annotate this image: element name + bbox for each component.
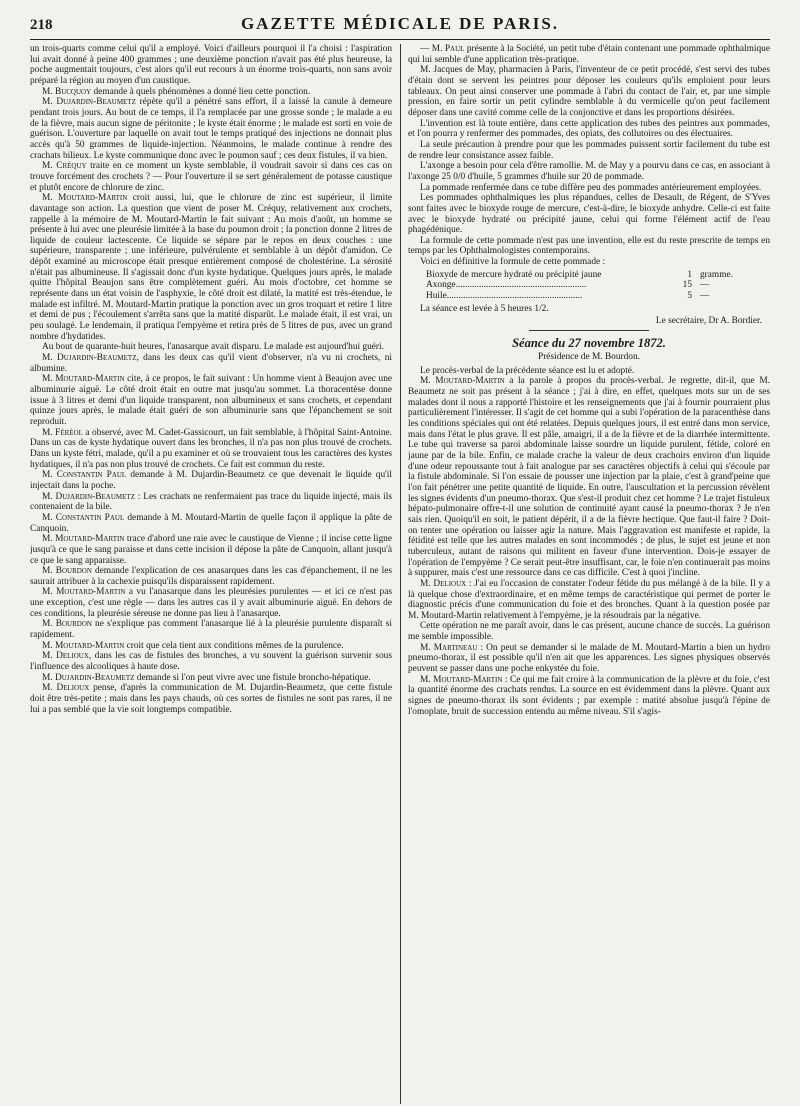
ingredient-unit: — <box>700 280 710 291</box>
speaker-name: M. Moutard-Martin <box>420 674 503 685</box>
paragraph <box>408 183 770 194</box>
speaker-name: M. Moutard-Martin <box>42 587 126 598</box>
speaker-name: M. Delioux <box>420 578 467 589</box>
paragraph <box>30 683 392 715</box>
formula-row <box>426 280 770 291</box>
paragraph <box>30 428 392 471</box>
session-title: Séance du 27 novembre 1872. <box>512 336 666 351</box>
paragraph <box>408 643 770 675</box>
paragraph-text: demande à M. Moutard-Martin de quelle façon il applique la pâte de Canquoin. <box>30 512 392 534</box>
right-column-bottom <box>408 366 770 718</box>
paragraph-text: : Les crachats ne renfermaient pas trace du liquide injecté, mais ils contenaient de la bile. <box>30 491 392 513</box>
paragraph <box>408 236 770 257</box>
column-divider <box>400 44 401 1104</box>
paragraph-text: Le procès-verbal de la précédente séance est lu et adopté. <box>420 365 635 376</box>
ingredient-unit: — <box>700 291 710 302</box>
paragraph-text: : On peut se demander si le malade de M. Moutard-Martin a bien un hydro pneumo-thorax, il est possible qu'il n'en ait que les apparences. Les signes physiques observés peuvent se passer dans une poche enkystée du foie. <box>408 642 770 675</box>
speaker-name: M. Moutard-Martin <box>42 374 125 385</box>
section-rule <box>529 330 649 331</box>
ingredient-quantity: 1 <box>687 269 692 280</box>
paragraph-text: cite, à ce propos, le fait suivant : Un homme vient à Beaujon avec une albuminurie aiguë. Le côté droit était en outre mat jusqu'au sommet. La thoracentèse donne issue à 3 litres et demi d'un liquide transparent, non albumineux et sans crochets, et cependant quinze jours après, le malade était guéri de son albuminurie sans que l'épanchement se soit reproduit. <box>30 374 392 427</box>
paragraph-text: a la parole à propos du procès-verbal. Je regrette, dit-il, que M. Beaumetz ne soit pas présent à la séance ; j'ai à dire, en effet, quelques mots sur un de ses malades dont il nous a rapporté l'histoire et les renseignements que j'ai à fournir pourraient plus particulièrement l'intéresser. Il s'agit de cet homme qui a subi l'opération de la paracenthèse dans les conditions spéciales qui ont été relatées. Depuis quelques jours, il est entré dans mon service, mais dans l'état le plus grave. Il est pâle, amaigri, il a de la fièvre et de la diarrhée intermittente. Le tube qui traverse sa paroi abdominale laisse sourdre un liquide purulent, fétide, coloré en jaune par de la bile. Enfin, ce malade crache la valeur de deux crachoirs environ d'un liquide d'une odeur repoussante tout à fait analogue par ses caractères objectifs à celui qui s'écoule par la fistule abdominale. Si l'on essaie de pousser une injection par la plaie, c'est à grand'peine que l'on fait pénétrer une petite quantité de liquide. En outre, l'auscultation et la percussion révèlent les signes évidents d'un pneumo-thorax. Que s'est-il produit chez cet homme ? Le trajet fistuleux hépato-pulmonaire offre-t-il une solution de continuité ayant causé la pneumo-thorax ? Je n'en sais rien. Quoiqu'il en soit, le patient dépérit, il a de la fièvre hectique. Que faut-il faire ? Doit-on tenter une opération ou laisser agir la nature. Mais l'aggravation est manifeste et rapide, la fétidité est telle que les autres malades en sont incommodés ; de plus, le sujet est jeune et non tuberculeux, autant de raisons qui militent en faveur d'une intervention. Dois-je essayer de l'opération de l'empyème ? Ce serait peut-être insuffisant, car, le foie n'en continuerait pas moins à suppurer, mais c'est une ressource dans ce cas difficile. C'est à quoi j'incline. <box>408 376 770 579</box>
paragraph-text: répète qu'il a pénétré sans effort, il a laissé la canule à demeure pendant trois jours. Au bout de ce temps, il l'a remplacée par une grosse sonde ; le malade a eu de la fièvre, mais aucun signe de péritonite ; le kyste était énorme ; le malade est sorti en voie de guérison. L'ouverture par laquelle on avait tout le temps pratiqué des injections ne donnait plus accès qu'à 50 grammes de liquide-injection. Néanmoins, le malade continue à rendre des crachats bilieux. Le kyste communique donc avec le poumon sauf ; ces deux fistules, il va bien. <box>30 97 392 161</box>
speaker-name: M. Dujardin-Beaumetz <box>42 491 135 502</box>
paragraph <box>30 374 392 427</box>
formula-intro: Voici en définitive la formule de cette pommade : <box>420 257 606 268</box>
speaker-name: M. Féréol <box>42 427 83 438</box>
speaker-name: M. Moutard-Martin <box>42 193 128 204</box>
speaker-name: M. Dujardin-Beaumetz <box>42 672 135 683</box>
paragraph <box>30 97 392 161</box>
paragraph <box>408 621 770 642</box>
paragraph <box>408 376 770 578</box>
speaker-name: M. Bucquoy <box>42 86 92 97</box>
paragraph-text: un trois-quarts comme celui qu'il a employé. Voici d'ailleurs pourquoi il l'a choisi : l'aspiration lui avait donné à peine 400 grammes ; une deuxième ponction n'avait pas été plus heureuse, la poche augmentait toujours, c'est alors qu'il eut recours à un énorme trois-quarts, non sans avoir préparé la région au moyen d'un caustique. <box>30 44 392 86</box>
paragraph <box>30 161 392 193</box>
speaker-name: M. Dujardin-Beaumetz <box>42 97 136 108</box>
speaker-name: M. Dujardin-Beaumetz <box>42 353 137 364</box>
paragraph <box>408 579 770 622</box>
paragraph-text: La formule de cette pommade n'est pas une invention, elle est du reste prescrite de temps en temps par les Ophthalmologistes contemporains. <box>408 235 770 257</box>
paragraph-text: croit que cela tient aux conditions mêmes de la purulence. <box>124 640 344 651</box>
formula-table <box>426 270 770 302</box>
columns <box>30 44 770 1104</box>
paragraph-text: croit aussi, lui, que le chlorure de zinc est supérieur, il limite davantage son action. La question que vient de poser M. Créquy, relativement aux crochets, rappelle à la mémoire de M. Moutard-Martin le fait suivant : Au mois d'août, un homme se présente à lui avec une pleurésie limitée à la base du poumon droit ; la ponction donne 2 litres de liquide de couleur lactescente. Ce liquide se sépare par le repos en deux couches : une supérieure, transparente ; une inférieure, pulvérulente et semblable à un dépôt d'amidon. Ce dépôt examiné au microscope était presque entièrement composé de cholestérine. La sérosité n'était pas albumineuse. Il s'agissait donc d'un kyste hydatique. Quelques jours après, le malade quitte l'hôpital Beaujon sans être complètement guéri. Au mois d'octobre, cet homme se représente dans un état voisin de l'asphyxie, le côté droit est dilaté, la matité est très-étendue, le malade est infiltré. M. Moutard-Martin pratique la ponction avec un gros troquart et retire 1 litre et demi de pus ; l'écoulement s'arrêta sans que la matité disparût. Le malade était, il est vrai, un peu soulagé. Le lendemain, il pratiqua l'empyème et retira près de 5 litres de pus, avec un grand nombre d'hydatides. <box>30 193 392 342</box>
paragraph-text: pense, d'après la communication de M. Dujardin-Beaumetz, que cette fistule doit être très-petite ; mais dans les pays chauds, où ces sortes de fistules ne sont pas rares, il ne lui a pas semblé que la vie soit longtemps compatible. <box>30 683 392 715</box>
paragraph <box>30 619 392 640</box>
paragraph-text: demande à quels phénomènes a donné lieu cette ponction. <box>91 86 311 97</box>
paragraph-text: L'axonge a besoin pour cela d'être ramollie. M. de May y a pourvu dans ce cas, en associant à l'axonge 25 0/0 d'huile, 5 grammes d'huile sur 20 de pommade. <box>408 161 770 182</box>
paragraph-text: L'invention est là toute entière, dans cette application des tubes des peintres aux pommades, et l'on pourra y renfermer des pommades, des opiats, des collutoires ou des électuaires. <box>408 118 770 140</box>
paragraph-text: : Ce qui me fait croire à la communication de la plèvre et du foie, c'est la quantité énorme des crachats rendus. La source en est évidemment dans la plèvre. Quant aux signes de pneumo-thorax ils sont évidents ; par exemple : matité absolue jusqu'à l'épine de l'omoplate, bruit de succession entendu au même niveau. S'il s'agis- <box>408 674 770 717</box>
paragraph-text: traite en ce moment un kyste semblable, il voudrait savoir si dans ces cas on trouve forcément des crochets ? — Pour l'ouverture il se sert généralement de potasse caustique et plutôt encore de chlorure de zinc. <box>30 161 392 193</box>
speaker-name: M. Moutard-Martin <box>420 376 505 387</box>
paragraph <box>30 651 392 672</box>
paragraph-text: Cette opération ne me paraît avoir, dans le cas présent, aucune chance de succès. La guérison me semble impossible. <box>408 621 770 643</box>
paragraph <box>408 161 770 182</box>
session-presidence: Présidence de M. Bourdon. <box>538 352 640 363</box>
paragraph <box>30 193 392 342</box>
speaker-name: M. Delioux <box>42 683 90 694</box>
journal-title: GAZETTE MÉDICALE DE PARIS. <box>240 14 560 33</box>
paragraph-text: M. Jacques de May, pharmacien à Paris, l'inventeur de ce petit procédé, s'est servi des tubes d'étain dont se servent les peintres pour déposer les couleurs qu'ils emploient pour leurs tableaux. On peut ainsi conserver une pommade à l'abri du contact de l'air, et, par une simple pression, en faire sortir un petit cylindre semblable à du vermicelle qu'on peut facilement déposer dans une cavité comme celle de la conjonctive et dans les proportions désirées. <box>408 65 770 118</box>
paragraph-text: La seule précaution à prendre pour que les pommades puissent sortir facilement du tube est de rendre leur consistance assez faible. <box>408 139 770 161</box>
paragraph <box>30 353 392 374</box>
speaker-name: — M. Paul <box>420 44 465 54</box>
right-column <box>408 44 770 1104</box>
speaker-name: M. Bourdon <box>42 619 92 630</box>
page-number: 218 <box>30 17 53 33</box>
paragraph <box>408 675 770 718</box>
paragraph <box>30 587 392 619</box>
adjourn-line: La séance est levée à 5 heures 1/2. <box>420 303 549 314</box>
right-column-top <box>408 44 770 257</box>
ingredient-quantity: 15 <box>682 280 692 291</box>
secretary-signature: Le secrétaire, Dr A. Bordier. <box>655 316 762 327</box>
ingredient-quantity: 5 <box>687 291 692 302</box>
paragraph <box>408 65 770 118</box>
paragraph-text: Au bout de quarante-huit heures, l'anasarque avait disparu. Le malade est aujourd'hui guéri. <box>42 342 384 353</box>
paragraph <box>408 366 770 377</box>
ingredient-name: Huile.......................................................... <box>426 291 583 302</box>
paragraph-text: présente à la Société, un petit tube d'étain contenant une pommade ophthalmique qui lui semble d'une application très-pratique. <box>408 44 770 65</box>
paragraph <box>30 470 392 491</box>
paragraph-text: ne s'explique pas comment l'anasarque lié à la pleurésie purulente disparaît si rapidement. <box>30 619 392 641</box>
ingredient-name: Bioxyde de mercure hydraté ou précipité jaune <box>426 269 602 280</box>
paragraph <box>408 119 770 140</box>
paragraph <box>30 566 392 587</box>
paragraph-text: La pommade renfermée dans ce tube diffère peu des pommades antérieurement employées. <box>420 182 762 193</box>
paragraph <box>408 44 770 65</box>
paragraph <box>30 673 392 684</box>
paragraph <box>30 513 392 534</box>
speaker-name: M. Constantin Paul <box>42 470 127 481</box>
paragraph <box>30 44 392 87</box>
paragraph-text: trace d'abord une raie avec le caustique de Vienne ; il incise cette ligne jusqu'à ce que le sang paraisse et dans cette incision il dépose la pâte de Canquoin, allant jusqu'à ce que le sang apparaisse. <box>30 534 392 566</box>
left-column <box>30 44 392 1104</box>
paragraph-text: a vu l'anasarque dans les pleurésies purulentes — et ici ce n'est pas une exception, c'est une règle — dans les autres cas il y avait albuminurie aiguë. En dehors de ces conditions, la pleurésie séreuse ne donne pas lieu à l'anasarque. <box>30 587 392 619</box>
speaker-name: M. Moutard-Martin <box>42 534 125 545</box>
paragraph-text: demande à M. Dujardin-Beaumetz ce que devenait le liquide qu'il injectait dans la poche. <box>30 470 392 491</box>
paragraph-text: , dans les cas de fistules des bronches, a vu souvent la guérison survenir sous l'influence des alcooliques à haute dose. <box>30 651 392 673</box>
page-header <box>30 14 770 40</box>
paragraph <box>30 342 392 353</box>
ingredient-unit: gramme. <box>700 269 733 280</box>
paragraph-text: , dans les deux cas qu'il vient d'observer, n'a vu ni crochets, ni albumine. <box>30 353 392 374</box>
speaker-name: M. Moutard-Martin <box>42 640 125 651</box>
formula-row <box>426 291 770 302</box>
formula-row <box>426 270 770 281</box>
speaker-name: M. Martineau <box>420 642 478 653</box>
paragraph-text: Les pommades ophthalmiques les plus répandues, celles de Desault, de Régent, de S'Yves sont faites avec le bioxyde rouge de mercure, c'est-à-dire, le bioxyde anhydre. Celle-ci est faite avec le bioxyde hydraté ou précipité jaune, celui qui forme l'élément actif de l'eau phagédénique. <box>408 193 770 236</box>
ingredient-name: Axonge........................................................ <box>426 280 587 291</box>
speaker-name: M. Bourdon <box>42 566 92 577</box>
speaker-name: M. Delioux <box>42 651 89 662</box>
paragraph-text: demande si l'on peut vivre avec une fistule broncho-hépatique. <box>134 672 371 683</box>
paragraph <box>30 87 392 98</box>
paragraph-text: a observé, avec M. Cadet-Gassicourt, un fait semblable, à l'hôpital Saint-Antoine. Dans un cas de kyste hydatique ouvert dans les bronches, il n'a pas non plus trouvé de crochets. Dans un kyste fétri, malade, qu'il a pu examiner et où se trouvaient tous les caractères des kystes hydatiques, il n'a pas non plus trouvé de crochets. Ce fait est commun du reste. <box>30 427 392 470</box>
paragraph-text: : J'ai eu l'occasion de constater l'odeur fétide du pus mélangé à de la bile. Il y a là quelque chose d'extraordinaire, et en même temps de caractéristique qui permet de porter le diagnostic précis d'une communication du foie et des bronches. Quant à la question posée par M. Moutard-Martin relativement à l'empyème, je la résoudrais par la négative. <box>408 578 770 621</box>
paragraph <box>408 193 770 236</box>
speaker-name: M. Créquy <box>42 161 87 172</box>
paragraph-text: demande l'explication de ces anasarques dans les cas d'épanchement, il ne les saurait attribuer à la cachexie puisqu'ils disparaissent rapidement. <box>30 566 392 587</box>
paragraph <box>30 641 392 652</box>
speaker-name: M. Constantin Paul <box>42 512 125 523</box>
paragraph <box>408 140 770 161</box>
paragraph <box>30 492 392 513</box>
paragraph <box>30 534 392 566</box>
